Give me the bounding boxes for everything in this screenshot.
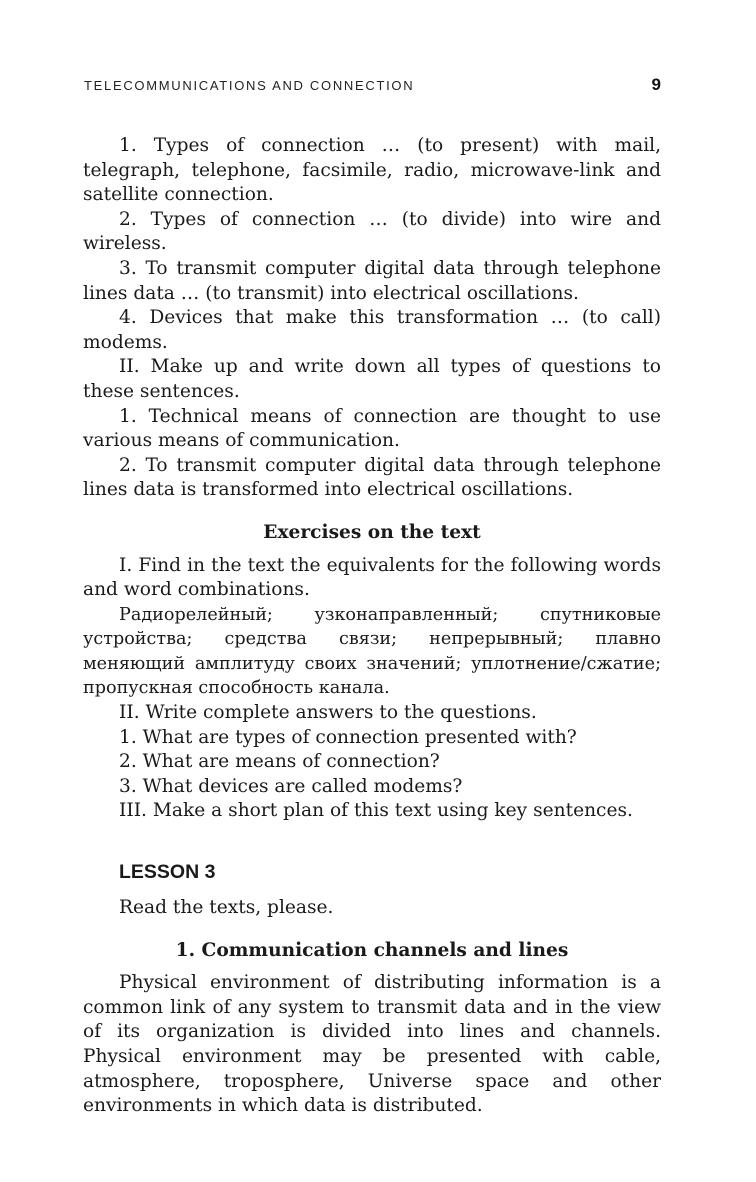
page-header: [84, 76, 661, 98]
task-instruction: III. Make a short plan of this text using key sentences.: [119, 800, 633, 822]
task-instruction: II. Write complete answers to the questions.: [119, 702, 537, 724]
page-number: 9: [651, 75, 661, 94]
task-instruction: I. Find in the text the equivalents for the following words and word combinations.: [83, 554, 661, 601]
exercises-heading: Exercises on the text: [263, 521, 481, 543]
exercise-sentence: 2. To transmit computer digital data through telephone lines data is transformed into electrical oscillations.: [83, 454, 661, 501]
exercise-sentence: 4. Devices that make this transformation … (to call) modems.: [83, 307, 661, 353]
section-subheading: 1. Communication channels and lines: [175, 939, 569, 961]
running-title: TELECOMMUNICATIONS AND CONNECTION: [84, 78, 415, 93]
task-instruction: II. Make up and write down all types of questions to these sentences.: [83, 356, 661, 402]
exercise-sentence: 3. To transmit computer digital data through telephone lines data … (to transmit) into electrical oscillations.: [83, 257, 661, 304]
question-item: 1. What are types of connection presented with?: [119, 726, 577, 748]
body-paragraph: Physical environment of distributing information is a common link of any system to transmit data and in the view of its organization is divided into lines and channels. Physical environment may be presented with cable, atmosphere, troposphere, Universe space and other environments in which data is distributed.: [83, 972, 661, 1117]
page-body: [83, 134, 661, 1119]
exercise-sentence: 1. Types of connection … (to present) with mail, telegraph, telephone, facsimile, radio, microwave-link and satellite connection.: [83, 135, 661, 206]
lesson-instruction: Read the texts, please.: [119, 897, 334, 919]
exercise-sentence: 1. Technical means of connection are thought to use various means of communication.: [83, 405, 661, 452]
question-item: 2. What are means of connection?: [119, 751, 440, 773]
exercise-sentence: 2. Types of connection … (to divide) into wire and wireless.: [83, 208, 661, 255]
lesson-title: LESSON 3: [119, 861, 216, 884]
russian-word-list: Радиорелейный; узконаправленный; спутниковые устройства; средства связи; непрерывный; плавно меняющий амплитуду своих значений; уплотнение/сжатие; пропускная способность канала.: [83, 604, 661, 699]
question-item: 3. What devices are called modems?: [119, 775, 463, 797]
